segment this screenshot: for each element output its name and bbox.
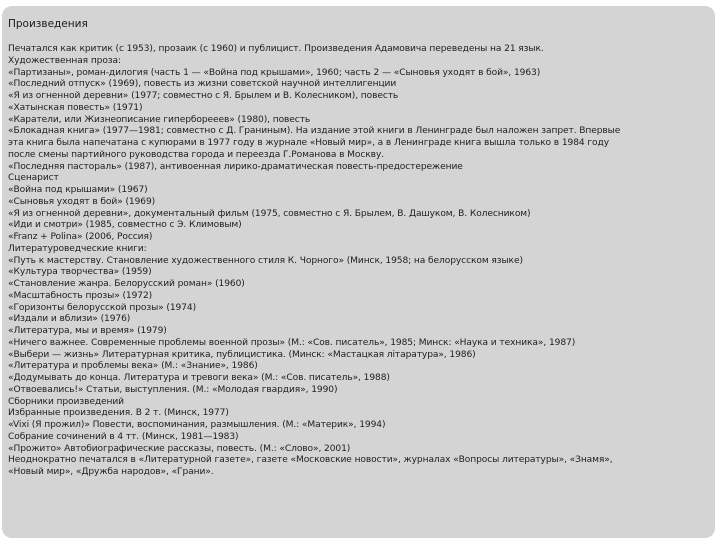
text-line: «Выбери — жизнь» Литературная критика, публицистика. (Минск: «Мастацкая літаратура», 1986) xyxy=(8,349,476,360)
text-line: «Отвоевались!» Статьи, выступления. (М.: «Молодая гвардия», 1990) xyxy=(8,384,338,395)
text-line: «Литература, мы и время» (1979) xyxy=(8,326,167,336)
text-line: «Литература и проблемы века» (М.: «Знание», 1986) xyxy=(8,361,258,372)
text-line: Собрание сочинений в 4 тт. (Минск, 1981—1983) xyxy=(8,431,239,442)
text-line: «Vixi (Я прожил)» Повести, воспоминания, размышления. (М.: «Материк», 1994) xyxy=(8,420,386,430)
text-line: Сценарист xyxy=(8,173,59,184)
text-line: «Иди и смотри» (1985, совместно с Э. Климовым) xyxy=(8,220,242,231)
text-line: эта книга была напечатана с купюрами в 1977 году в журнале «Новый мир», а в Ленинграде книга вышла только в 1984 году xyxy=(8,138,609,148)
text-line: «Издали и вблизи» (1976) xyxy=(8,314,131,325)
text-line: «Каратели, или Жизнеописание гиперборееев» (1980), повесть xyxy=(8,114,311,125)
page-title: Произведения xyxy=(8,18,88,30)
text-line: Избранные произведения. В 2 т. (Минск, 1977) xyxy=(8,408,229,419)
text-line: «Ничего важнее. Современные проблемы военной прозы» (М.: «Сов. писатель», 1985; Минск: «Наука и техника», 1987) xyxy=(8,337,576,348)
text-line: «Сыновья уходят в бой» (1969) xyxy=(8,196,156,207)
text-body xyxy=(8,44,709,479)
text-line: Печатался как критик (с 1953), прозаик (с 1960) и публицист. Произведения Адамовича переведены на 21 язык. xyxy=(8,44,544,54)
text-line: «Партизаны», роман-дилогия (часть 1 — «Война под крышами», 1960; часть 2 — «Сыновья уходят в бой», 1963) xyxy=(8,67,541,78)
text-line: Литературоведческие книги: xyxy=(8,243,147,254)
text-line: «Прожито» Автобиографические рассказы, повесть. (М.: «Слово», 2001) xyxy=(8,443,351,454)
text-line: «Последняя пастораль» (1987), антивоенная лирико-драматическая повесть-предостережение xyxy=(8,161,463,172)
text-line: «Горизонты белорусской прозы» (1974) xyxy=(8,302,197,313)
text-line: «Масштабность прозы» (1972) xyxy=(8,290,153,301)
text-line: после смены партийного руководства города и переезда Г.Романова в Москву. xyxy=(8,149,385,160)
text-line: Художественная проза: xyxy=(8,55,121,66)
text-line: «Я из огненной деревни», документальный фильм (1975, совместно с Я. Брылем, В. Дашуком, В. Колесником) xyxy=(8,208,531,219)
text-line: «Путь к мастерству. Становление художественного стиля К. Чорного» (Минск, 1958; на белорусском языке) xyxy=(8,255,523,266)
text-line: «Хатынская повесть» (1971) xyxy=(8,102,143,113)
text-line: Неоднократно печатался в «Литературной газете», газете «Московские новости», журналах «Вопросы литературы», «Знамя», xyxy=(8,455,613,466)
text-line: Сборники произведений xyxy=(8,396,124,407)
content-card xyxy=(2,6,715,538)
text-line: «Додумывать до конца. Литература и тревоги века» (М.: «Сов. писатель», 1988) xyxy=(8,373,390,383)
text-line: «Franz + Polina» (2006, Россия) xyxy=(8,232,153,242)
text-line: «Война под крышами» (1967) xyxy=(8,185,148,195)
text-line: «Я из огненной деревни» (1977; совместно с Я. Брылем и В. Колесником), повесть xyxy=(8,91,399,101)
text-line: «Становление жанра. Белорусский роман» (1960) xyxy=(8,279,245,289)
text-line: «Новый мир», «Дружба народов», «Грани». xyxy=(8,467,214,477)
text-line: «Культура творчества» (1959) xyxy=(8,267,152,278)
text-line: «Последний отпуск» (1969), повесть из жизни советской научной интеллигенции xyxy=(8,79,397,90)
text-line: «Блокадная книга» (1977—1981; совместно с Д. Граниным). На издание этой книги в Ленинграде был наложен запрет. Впервые xyxy=(8,126,621,137)
